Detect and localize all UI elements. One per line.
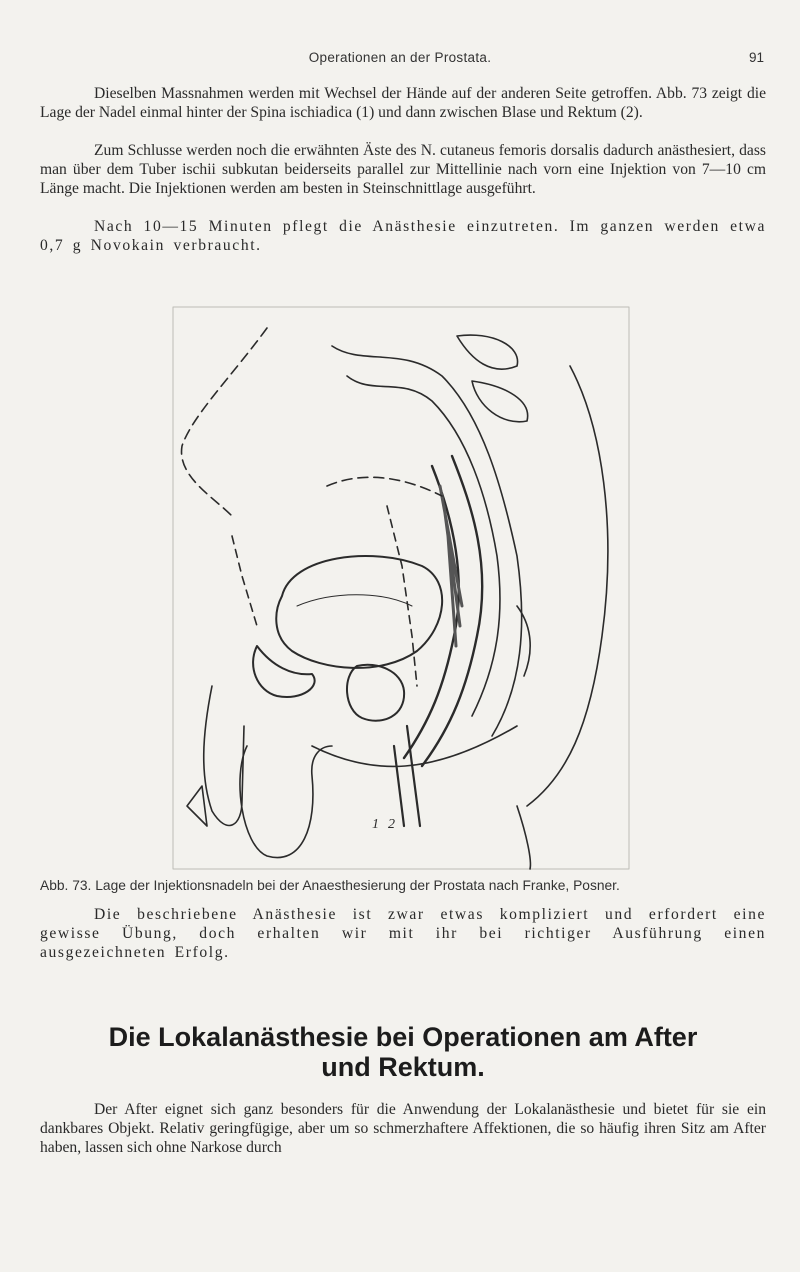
paragraph-4 <box>40 905 766 962</box>
section-heading-line-2: und Rektum. <box>321 1052 485 1082</box>
scrotum-outline <box>240 746 332 858</box>
coccyx-outline <box>517 606 530 676</box>
page-number: 91 <box>748 50 764 65</box>
glans-shape <box>187 786 207 826</box>
paragraph-2-text: Zum Schlusse werden noch die erwähnten Äste des N. cutaneus femoris dorsalis dadurch anästhesiert, dass man über dem Tuber ischii subkutan beiderseits parallel zur Mittellinie nach vorn eine Injektion von 7—10 cm Länge macht. Die Injektionen werden am besten in Steinschnittlage ausgeführt. <box>40 142 766 197</box>
section-heading-line-1: Die Lokalanästhesie bei Operationen am After <box>108 1022 698 1052</box>
needle-label-1: 1 <box>372 817 379 832</box>
paragraph-1-text: Dieselben Massnahmen werden mit Wechsel der Hände auf der anderen Seite getroffen. Abb. 73 zeigt die Lage der Nadel einmal hinter der Spina ischiadica (1) und dann zwischen Blase und Rektum (2). <box>40 85 766 121</box>
paragraph-4-text: Die beschriebene Anästhesie ist zwar etwas kompliziert und erfordert eine gewisse Übung, doch erhalten wir mit ihr bei richtiger Ausführung einen ausgezeichneten Erfolg. <box>40 906 766 961</box>
figure-frame <box>173 307 629 869</box>
needle-path-1 <box>182 328 267 516</box>
vertebra-shape-2 <box>472 381 528 422</box>
figure-caption: Abb. 73. Lage der Injektionsnadeln bei der Anaesthesierung der Prostata nach Franke, Posner. <box>40 878 620 893</box>
sacrum-outline <box>332 346 522 736</box>
paragraph-3-text: Nach 10—15 Minuten pflegt die Anästhesie einzutreten. Im ganzen werden etwa 0,7 g Novokain verbraucht. <box>40 218 766 254</box>
penis-outline <box>204 686 244 825</box>
prostate-outline <box>347 665 404 721</box>
needle-2 <box>407 726 420 826</box>
anatomical-figure <box>172 306 632 872</box>
needle-path-2 <box>327 477 442 496</box>
needle-path-4 <box>232 536 257 626</box>
paragraph-1 <box>40 84 766 122</box>
bladder-outline <box>276 556 442 668</box>
needle-label-2: 2 <box>388 817 395 832</box>
paragraph-3 <box>40 217 766 255</box>
pubic-bone <box>253 646 315 697</box>
section-heading <box>40 1022 766 1082</box>
vertebra-shape <box>457 335 518 369</box>
paragraph-5 <box>40 1100 766 1157</box>
perineum-curve <box>312 726 517 766</box>
buttock-outline <box>527 366 608 806</box>
running-title: Operationen an der Prostata. <box>308 50 492 65</box>
pelvis-section-illustration <box>172 306 632 872</box>
needle-1 <box>394 746 404 826</box>
paragraph-2 <box>40 141 766 198</box>
leg-outline <box>517 806 530 869</box>
rectum-wall-inner <box>404 466 459 758</box>
bladder-hatch <box>297 595 412 606</box>
paragraph-5-text: Der After eignet sich ganz besonders für die Anwendung der Lokalanästhesie und bietet für sie ein dankbares Objekt. Relativ geringfügige, aber um so schmerzhaftere Affektionen, die so häufig ihren Sitz am After haben, lassen sich ohne Narkose durch <box>40 1101 766 1156</box>
